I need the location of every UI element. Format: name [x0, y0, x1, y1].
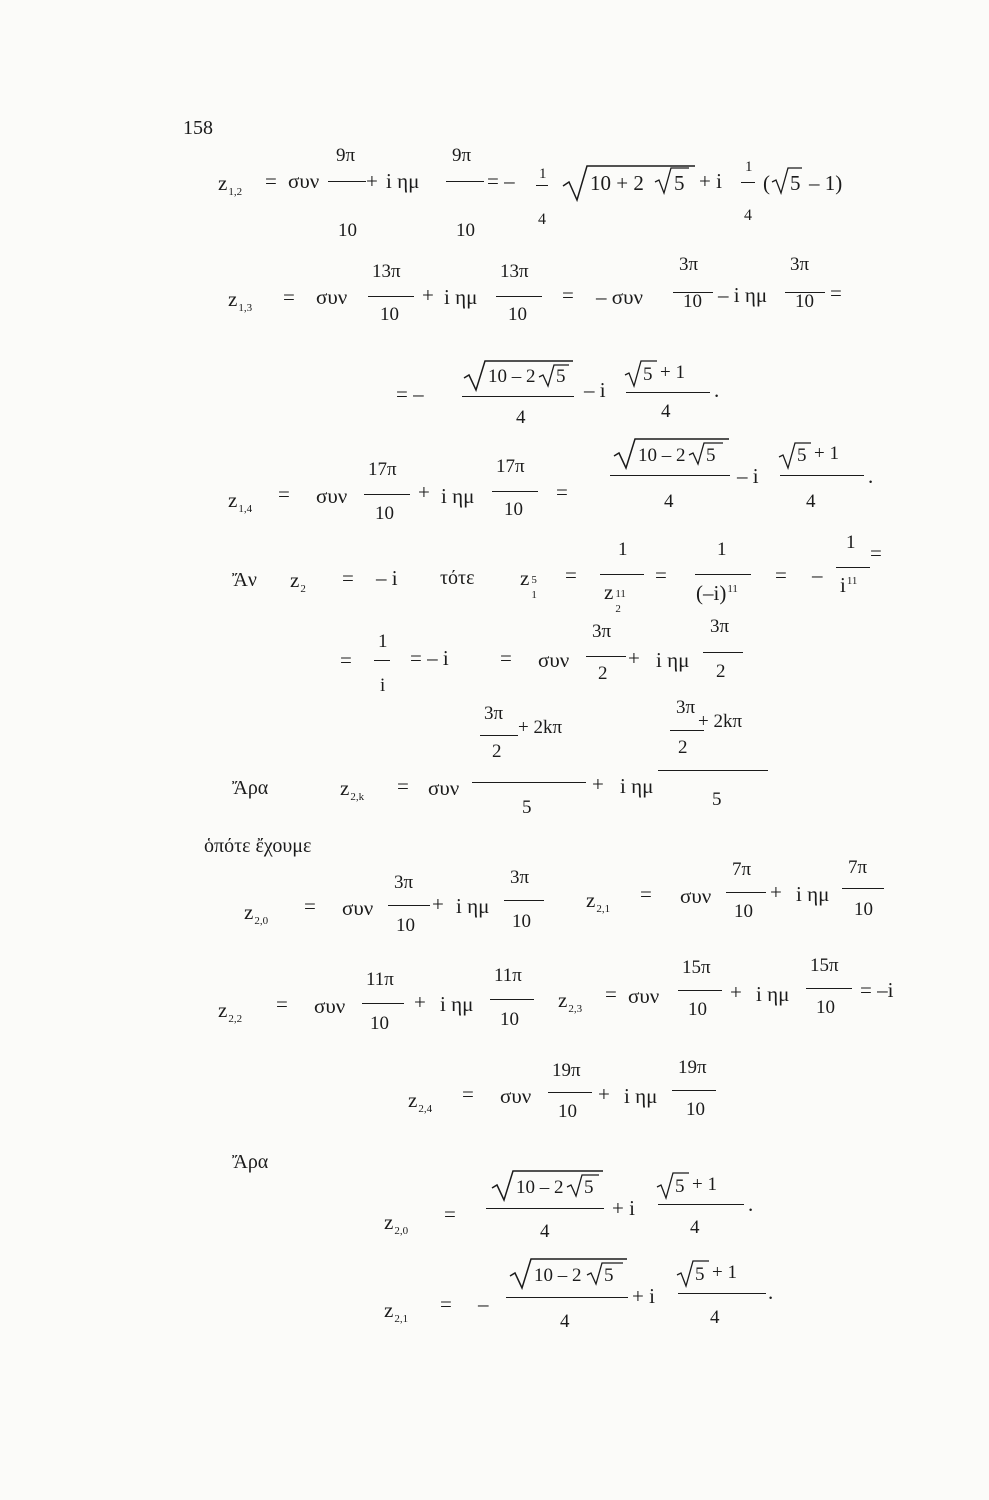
subscript: 2,k [350, 791, 365, 803]
radicand: 5 [675, 1176, 685, 1197]
subscript: 2,0 [254, 915, 269, 927]
fraction-bar [726, 892, 766, 893]
cos-label: συν [680, 884, 712, 908]
fraction-bar [626, 392, 710, 393]
numerator: 11π [366, 969, 394, 990]
denominator: 4 [661, 401, 671, 422]
denominator: 10 [688, 999, 707, 1020]
var-z: z [218, 998, 228, 1022]
minus-sin: – i ημ [718, 283, 768, 307]
sin-label: i ημ [796, 882, 830, 906]
period: . [748, 1192, 754, 1216]
fraction-bar [486, 1208, 604, 1209]
equals-sign: = [775, 563, 787, 587]
fraction-bar [492, 491, 538, 492]
radicand: 5 [695, 1264, 705, 1285]
numerator: 1 [846, 532, 856, 553]
plus-sign: + [628, 646, 640, 670]
minus-i: – i [737, 464, 759, 488]
plus-sign: + [422, 283, 434, 307]
numerator: 11π [494, 965, 522, 986]
fraction-bar [842, 888, 884, 889]
radicand: 10 + 2 [590, 171, 644, 195]
denominator: 4 [710, 1307, 720, 1328]
var-z: z [290, 568, 300, 592]
fraction-bar [548, 1092, 592, 1093]
word-tote: τότε [440, 567, 475, 589]
equals-sign: = [562, 283, 574, 307]
denominator: 10 [854, 899, 873, 920]
numerator: 3π [679, 254, 699, 275]
radical-sign [566, 1172, 600, 1198]
sin-label: i ημ [756, 982, 790, 1006]
numerator: 15π [810, 955, 839, 976]
plus-sign: + [418, 480, 430, 504]
radical-sign [676, 1258, 710, 1288]
fraction-bar-main [472, 782, 586, 783]
plus-i: + i [612, 1196, 635, 1220]
denominator: 10 [338, 220, 357, 241]
minus-i-value: – i [376, 566, 398, 590]
radicand: 10 – 2 [516, 1177, 564, 1198]
cos-label: συν [538, 648, 570, 672]
subscript: 2 [300, 583, 306, 595]
equals-sign: = [342, 566, 354, 590]
minus-one-close: – 1) [809, 171, 843, 195]
var-z: z [520, 566, 530, 590]
var-z: z [586, 888, 596, 912]
var-z: z [384, 1298, 394, 1322]
equals-sign: = [605, 982, 617, 1006]
numerator: 1 [745, 159, 753, 175]
word-ara: Ἄρα [232, 777, 269, 799]
radicand: 5 [797, 445, 807, 466]
denominator: 4 [560, 1311, 570, 1332]
numerator: 19π [678, 1057, 707, 1078]
radicand: 10 – 2 [488, 366, 536, 387]
denominator: 10 [456, 220, 475, 241]
fraction-bar [462, 396, 574, 397]
radical-sign [654, 165, 690, 195]
denominator: 10 [686, 1099, 705, 1120]
plus-sign: + [730, 980, 742, 1004]
plus-sign: + [432, 892, 444, 916]
numerator: 9π [452, 145, 472, 166]
equals-sign: = [340, 648, 352, 672]
page-number: 158 [183, 117, 213, 139]
sin-label: i ημ [456, 894, 490, 918]
equals-sign: = [462, 1082, 474, 1106]
denominator: 10 [508, 304, 527, 325]
fraction-bar [490, 999, 534, 1000]
text-opote: ὁπότε ἔχουμε [204, 835, 312, 857]
plus-sign: + [598, 1082, 610, 1106]
var-z: z [408, 1088, 418, 1112]
numerator: 3π [394, 872, 414, 893]
fraction-bar [506, 1297, 628, 1298]
numerator: 3π [510, 867, 530, 888]
var-z: z [604, 580, 614, 604]
denominator: 4 [806, 491, 816, 512]
plus-i: + i [699, 169, 722, 193]
fraction-bar [374, 660, 390, 661]
minus-cos: – συν [596, 285, 643, 309]
numerator: 15π [682, 957, 711, 978]
denominator: 4 [540, 1221, 550, 1242]
subscript: 2,3 [568, 1003, 583, 1015]
equals-minus-i: = – i [410, 646, 449, 670]
superscript: 11 [846, 575, 858, 587]
denominator: 10 [558, 1101, 577, 1122]
subscript: 1 [531, 589, 537, 601]
sin-label: i ημ [656, 648, 690, 672]
fraction-bar-main [658, 770, 768, 771]
numerator: 13π [372, 261, 401, 282]
denominator: 2 [598, 663, 608, 684]
fraction-bar [678, 990, 722, 991]
fraction-bar [695, 574, 751, 575]
plus-i: + i [632, 1284, 655, 1308]
numerator: 17π [496, 456, 525, 477]
numerator: 3π [710, 616, 730, 637]
radicand: 5 [706, 445, 716, 466]
fraction-bar [536, 185, 548, 186]
sin-label: i ημ [440, 992, 474, 1016]
radicand: 5 [790, 171, 801, 195]
equals-minus: = – [396, 382, 424, 406]
numerator: 3π [676, 697, 696, 718]
superscript: 11 [727, 583, 738, 595]
denominator: 10 [504, 499, 523, 520]
plus-sign: + [366, 169, 378, 193]
denominator: 4 [744, 207, 752, 224]
numerator: 17π [368, 459, 397, 480]
denominator: 10 [375, 503, 394, 524]
cos-label: συν [316, 285, 348, 309]
radicand: 5 [643, 364, 653, 385]
denominator: 10 [795, 291, 814, 312]
denominator: 4 [690, 1217, 700, 1238]
radicand: 5 [604, 1265, 614, 1286]
denominator: i [380, 675, 386, 696]
fraction-bar [658, 1204, 744, 1205]
denominator: 10 [500, 1009, 519, 1030]
numerator: 3π [592, 621, 612, 642]
radicand: 5 [584, 1177, 594, 1198]
period: . [868, 464, 874, 488]
numerator: 13π [500, 261, 529, 282]
minus-sign: – [478, 1292, 489, 1316]
equals-sign: = [304, 894, 316, 918]
radical-sign [778, 440, 812, 470]
fraction-bar [600, 574, 644, 575]
var-z: z [340, 776, 350, 800]
superscript: 5 [531, 574, 537, 586]
var-z: z [228, 287, 238, 311]
equals-sign: = [655, 563, 667, 587]
cos-label: συν [628, 984, 660, 1008]
fraction-bar [741, 182, 755, 183]
fraction-bar [836, 567, 870, 568]
minus-sign: – [812, 563, 823, 587]
fraction-bar [610, 475, 730, 476]
subscript: 2,0 [394, 1225, 409, 1237]
fraction-bar [368, 296, 414, 297]
equals-sign: = [440, 1292, 452, 1316]
radicand: 5 [674, 171, 685, 195]
var-z: z [384, 1210, 394, 1234]
radical-sign [656, 1170, 690, 1200]
fraction-bar [672, 1090, 716, 1091]
radicand: 10 – 2 [638, 445, 686, 466]
sin-label: i ημ [620, 774, 654, 798]
var-z: z [218, 171, 228, 195]
denominator: 5 [522, 797, 532, 818]
var-z: z [558, 988, 568, 1012]
cos-label: συν [342, 896, 374, 920]
cos-label: συν [288, 169, 320, 193]
plus-one: + 1 [712, 1262, 737, 1283]
denominator: 10 [380, 304, 399, 325]
subscript: 1,4 [238, 503, 253, 515]
fraction-bar [388, 905, 430, 906]
numerator: 3π [484, 703, 504, 724]
denominator: 4 [664, 491, 674, 512]
numerator: 3π [790, 254, 810, 275]
fraction-bar [780, 475, 864, 476]
equals-sign: = [278, 482, 290, 506]
denominator: 10 [370, 1013, 389, 1034]
plus-one: + 1 [660, 362, 685, 383]
sin-label: i ημ [441, 484, 475, 508]
cos-label: συν [428, 776, 460, 800]
denominator: 10 [734, 901, 753, 922]
numerator: 7π [732, 859, 752, 880]
word-ara: Ἄρα [232, 1151, 269, 1173]
denominator: 2 [492, 741, 502, 762]
denominator: 10 [683, 291, 702, 312]
var-z: z [228, 488, 238, 512]
numerator: 1 [717, 539, 727, 560]
fraction-bar [678, 1293, 766, 1294]
equals-sign: = [397, 774, 409, 798]
sin-label: i ημ [624, 1084, 658, 1108]
numerator: 1 [618, 539, 628, 560]
fraction-bar [480, 735, 518, 736]
plus-2kpi: + 2kπ [518, 717, 563, 738]
equals-sign: = [556, 480, 568, 504]
denominator: 10 [816, 997, 835, 1018]
open-paren: ( [763, 171, 770, 195]
equals-sign: = [870, 541, 882, 565]
cos-label: συν [500, 1084, 532, 1108]
equals-sign: = [500, 646, 512, 670]
fraction-bar [586, 656, 626, 657]
base: (–i) [696, 581, 727, 605]
plus-2kpi: + 2kπ [698, 711, 743, 732]
cos-label: συν [316, 484, 348, 508]
denominator: 10 [396, 915, 415, 936]
denominator: 10 [512, 911, 531, 932]
subscript: 1,2 [228, 186, 243, 198]
fraction-bar [806, 988, 852, 989]
fraction-bar [328, 181, 366, 182]
plus-sign: + [770, 880, 782, 904]
numerator: 7π [848, 857, 868, 878]
equals-sign: = [565, 563, 577, 587]
subscript: 1,3 [238, 302, 253, 314]
radicand: 5 [556, 366, 566, 387]
denominator: 4 [516, 407, 526, 428]
equals-sign: = [444, 1202, 456, 1226]
denominator: 2 [716, 661, 726, 682]
sin-label: i ημ [444, 285, 478, 309]
fraction-bar [364, 494, 410, 495]
fraction-bar [703, 652, 743, 653]
subscript: 2,4 [418, 1103, 433, 1115]
subscript: 2,2 [228, 1013, 243, 1025]
numerator: 9π [336, 145, 356, 166]
equals-sign: = [283, 285, 295, 309]
plus-sign: + [592, 772, 604, 796]
subscript: 2 [615, 603, 621, 615]
denominator: 2 [678, 737, 688, 758]
radicand: 10 – 2 [534, 1265, 582, 1286]
plus-one: + 1 [814, 443, 839, 464]
radical-sign [624, 358, 658, 388]
numerator: 1 [539, 166, 547, 182]
numerator: 1 [378, 631, 388, 652]
superscript: 11 [615, 588, 626, 600]
period: . [768, 1280, 774, 1304]
base: i [840, 573, 846, 597]
denominator: 5 [712, 789, 722, 810]
plus-one: + 1 [692, 1174, 717, 1195]
period: . [714, 378, 720, 402]
fraction-bar [446, 181, 484, 182]
numerator: 19π [552, 1060, 581, 1081]
equals-sign: = [276, 992, 288, 1016]
equals-minus: = – [487, 169, 515, 193]
equals-sign: = [265, 169, 277, 193]
equals-sign: = [640, 882, 652, 906]
subscript: 2,1 [596, 903, 611, 915]
sin-label: i ημ [386, 169, 420, 193]
var-z: z [244, 900, 254, 924]
word-an: Ἄν [232, 569, 257, 591]
denominator: 4 [538, 211, 546, 228]
fraction-bar [496, 296, 542, 297]
subscript: 2,1 [394, 1313, 409, 1325]
equals-sign: = [830, 281, 842, 305]
equals-minus-i: = –i [860, 978, 894, 1002]
minus-i: – i [584, 378, 606, 402]
fraction-bar [362, 1003, 404, 1004]
cos-label: συν [314, 994, 346, 1018]
plus-sign: + [414, 990, 426, 1014]
fraction-bar [504, 900, 544, 901]
